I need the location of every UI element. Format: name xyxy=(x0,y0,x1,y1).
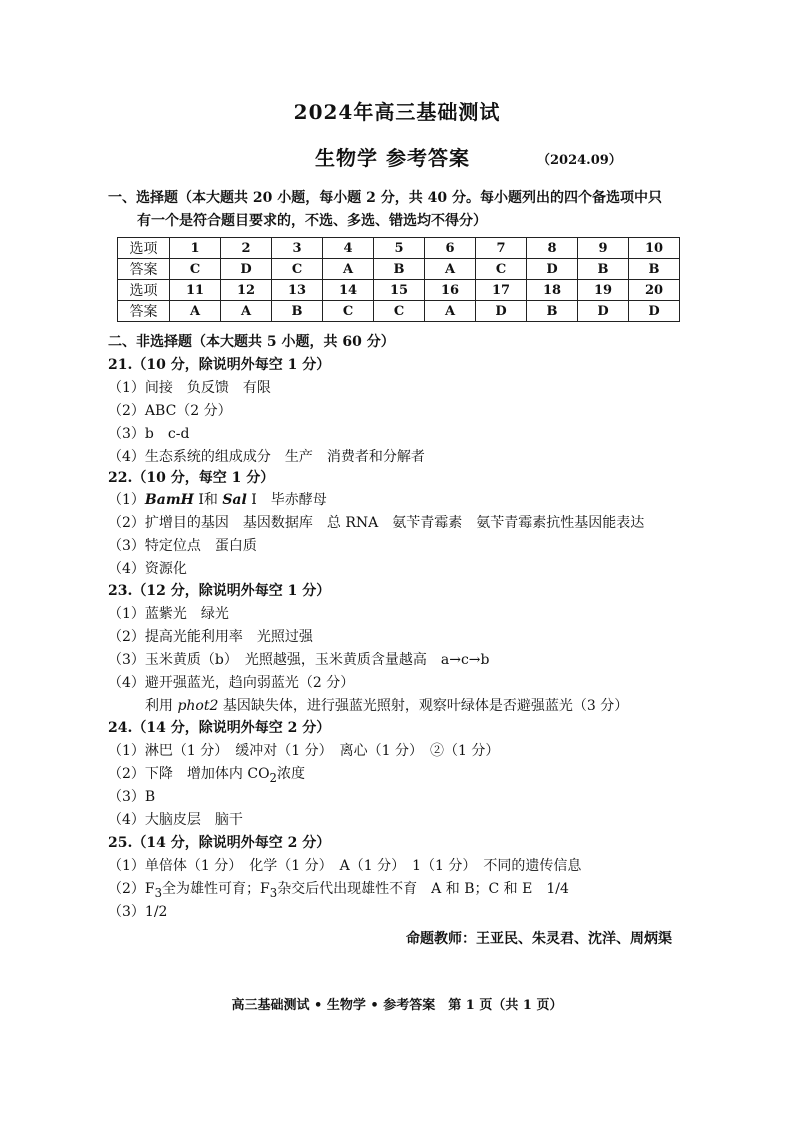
q21-answer-4: （4）生态系统的组成成分 生产 消费者和分解者 xyxy=(108,449,425,465)
table-cell: 18 xyxy=(527,280,578,301)
table-cell: 2 xyxy=(221,238,272,259)
table-cell: B xyxy=(272,301,323,322)
q25-answer-3: （3）1/2 xyxy=(108,904,168,920)
table-row xyxy=(118,301,680,322)
q24-answer-1: （1）淋巴（1 分） 缓冲对（1 分） 离心（1 分） ②（1 分） xyxy=(108,743,500,759)
q24-answer-4: （4）大脑皮层 脑干 xyxy=(108,812,243,828)
table-cell: C xyxy=(374,301,425,322)
table-cell: 1 xyxy=(170,238,221,259)
q22-answer-2: （2）扩增目的基因 基因数据库 总 RNA 氨苄青霉素 氨苄青霉素抗性基因能表达 xyxy=(108,515,645,531)
table-cell: A xyxy=(425,259,476,280)
table-cell: 6 xyxy=(425,238,476,259)
q22-answer-1 xyxy=(108,489,327,509)
q23-answer-1: （1）蓝紫光 绿光 xyxy=(108,606,229,622)
answer-text: （2）F xyxy=(108,881,155,897)
table-cell: 15 xyxy=(374,280,425,301)
table-cell: D xyxy=(221,259,272,280)
row-label: 选项 xyxy=(118,280,170,301)
q23-title: 23.（12 分，除说明外每空 1 分） xyxy=(108,583,331,599)
answer-text: 基因缺失体，进行强蓝光照射，观察叶绿体是否避强蓝光（3 分） xyxy=(218,698,629,714)
table-cell: 20 xyxy=(629,280,680,301)
q23-answer-3: （3）玉米黄质（b） 光照越强，玉米黄质含量越高 a→c→b xyxy=(108,652,490,668)
q21-title: 21.（10 分，除说明外每空 1 分） xyxy=(108,357,331,373)
table-cell: 9 xyxy=(578,238,629,259)
table-cell: 5 xyxy=(374,238,425,259)
table-cell: 14 xyxy=(323,280,374,301)
enzyme-bamh: BamH xyxy=(144,492,194,508)
table-cell: C xyxy=(476,259,527,280)
answer-text: （2）下降 增加体内 CO xyxy=(108,766,270,782)
table-cell: D xyxy=(578,301,629,322)
table-cell: B xyxy=(578,259,629,280)
table-cell: 17 xyxy=(476,280,527,301)
subscript: 2 xyxy=(269,770,277,785)
table-cell: B xyxy=(629,259,680,280)
table-cell: 13 xyxy=(272,280,323,301)
page-title: 2024年高三基础测试 xyxy=(293,100,501,124)
q25-answer-2 xyxy=(108,878,569,900)
q21-answer-1: （1）间接 负反馈 有限 xyxy=(108,380,271,396)
table-cell: 11 xyxy=(170,280,221,301)
table-row xyxy=(118,238,680,259)
table-cell: D xyxy=(629,301,680,322)
page-footer: 高三基础测试 • 生物学 • 参考答案 第 1 页（共 1 页） xyxy=(231,998,563,1013)
exam-date: （2024.09） xyxy=(537,153,622,168)
author-credits: 命题教师：王亚民、朱灵君、沈洋、周炳渠 xyxy=(406,931,672,947)
answer-text: Ⅰ和 xyxy=(193,492,223,508)
table-cell: B xyxy=(527,301,578,322)
answer-text: 全为雄性可育；F xyxy=(162,881,270,897)
table-cell: 8 xyxy=(527,238,578,259)
subscript: 3 xyxy=(269,885,278,900)
gene-phot2: phot2 xyxy=(177,698,219,714)
page-subtitle: 生物学 参考答案 xyxy=(315,146,470,170)
q23-answer-4b xyxy=(145,695,628,715)
answer-text: 浓度 xyxy=(276,766,305,782)
row-label: 答案 xyxy=(118,301,170,322)
answer-text: 杂交后代出现雄性不育 A 和 B；C 和 E 1/4 xyxy=(277,881,569,897)
answer-prefix: （1） xyxy=(108,492,145,508)
section1-heading-line1: 一、选择题（本大题共 20 小题，每小题 2 分，共 40 分。每小题列出的四个备选项中只 xyxy=(108,190,662,206)
row-label: 答案 xyxy=(118,259,170,280)
table-cell: A xyxy=(221,301,272,322)
table-cell: A xyxy=(425,301,476,322)
q22-answer-3: （3）特定位点 蛋白质 xyxy=(108,538,257,554)
table-cell: C xyxy=(170,259,221,280)
row-label: 选项 xyxy=(118,238,170,259)
table-row xyxy=(118,280,680,301)
q24-answer-2 xyxy=(108,763,305,785)
q21-answer-2: （2）ABC（2 分） xyxy=(108,403,232,419)
table-cell: C xyxy=(272,259,323,280)
table-cell: D xyxy=(476,301,527,322)
section1-heading-line2: 有一个是符合题目要求的，不选、多选、错选均不得分） xyxy=(137,213,487,229)
q21-answer-3: （3）b c-d xyxy=(108,426,190,442)
answer-text: Ⅰ 毕赤酵母 xyxy=(246,492,327,508)
table-cell: 10 xyxy=(629,238,680,259)
q23-answer-2: （2）提高光能利用率 光照过强 xyxy=(108,629,313,645)
table-cell: 19 xyxy=(578,280,629,301)
q25-title: 25.（14 分，除说明外每空 2 分） xyxy=(108,835,331,851)
q25-answer-1: （1）单倍体（1 分） 化学（1 分） A（1 分） 1（1 分） 不同的遗传信息 xyxy=(108,858,582,874)
q23-answer-4: （4）避开强蓝光，趋向弱蓝光（2 分） xyxy=(108,675,355,691)
table-cell: 12 xyxy=(221,280,272,301)
table-cell: 7 xyxy=(476,238,527,259)
table-cell: A xyxy=(170,301,221,322)
table-cell: A xyxy=(323,259,374,280)
answer-table xyxy=(117,237,680,322)
table-cell: 4 xyxy=(323,238,374,259)
q22-title: 22.（10 分，每空 1 分） xyxy=(108,470,275,486)
table-cell: 16 xyxy=(425,280,476,301)
subscript: 3 xyxy=(154,885,163,900)
q24-answer-3: （3）B xyxy=(108,789,156,805)
q24-title: 24.（14 分，除说明外每空 2 分） xyxy=(108,720,331,736)
enzyme-sal: Sal xyxy=(222,492,247,508)
answer-text: 利用 xyxy=(145,698,178,714)
table-cell: D xyxy=(527,259,578,280)
section2-heading: 二、非选择题（本大题共 5 小题，共 60 分） xyxy=(108,334,395,350)
table-cell: C xyxy=(323,301,374,322)
table-row xyxy=(118,259,680,280)
table-cell: B xyxy=(374,259,425,280)
q22-answer-4: （4）资源化 xyxy=(108,561,187,577)
table-cell: 3 xyxy=(272,238,323,259)
